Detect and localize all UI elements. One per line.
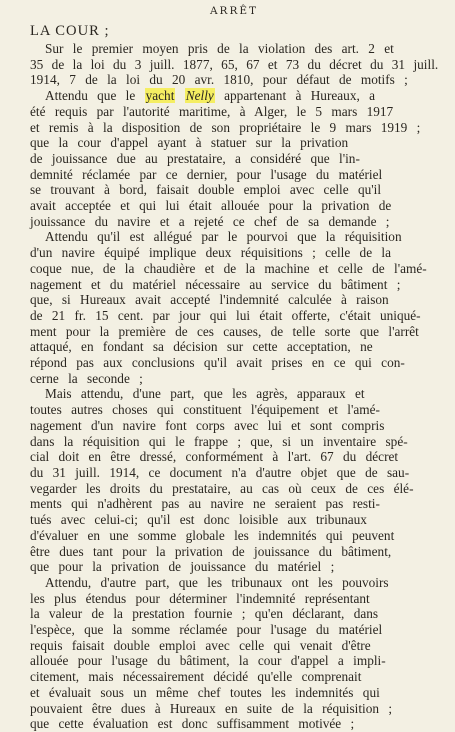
- text-line: 35 de la loi du 3 juill. 1877, 65, 67 et 73 du décret du 31 juill.: [30, 56, 439, 72]
- text-line: Attendu qu'il est allégué par le pourvoi que la réquisition: [45, 229, 402, 245]
- text-line: dans la réquisition qui le frappe ; que, si un inventaire spé-: [30, 433, 408, 449]
- text-line: pouvaient être dues à Hureaux en suite de la réquisition ;: [30, 700, 393, 716]
- text-line: Attendu, d'autre part, que les tribunaux ont les pouvoirs: [45, 574, 389, 590]
- text-line: que cette évaluation est donc suffisamment motivée ;: [30, 716, 355, 732]
- paragraph-4: [30, 386, 438, 574]
- text-line: ments qui n'adhèrent pas au navire ne seraient pas resti-: [30, 496, 380, 512]
- text-line: cial doit en être dressé, conformément à l'art. 67 du décret: [30, 449, 399, 465]
- text-line: allouée pour l'usage du bâtiment, la cour d'appel a impli-: [30, 653, 386, 669]
- text-line: nagement et du matériel nécessaire au service du bâtiment ;: [30, 276, 401, 292]
- text-fragment: Attendu que le: [45, 88, 145, 104]
- paragraph-2: [30, 88, 438, 229]
- text-line: [30, 88, 438, 104]
- court-heading: LA COUR ;: [30, 23, 110, 39]
- text-line: avait acceptée et qui lui était allouée pour la privation de: [30, 198, 392, 214]
- text-line: répond pas aux conclusions qu'il avait prises en ce qui con-: [30, 355, 405, 371]
- running-head: ARRÊT: [209, 5, 259, 17]
- text-line: et évaluait sous un même chef toutes les indemnités qui: [30, 684, 380, 700]
- text-line: que, si Hureaux avait accepté l'indemnité calculée à raison: [30, 292, 389, 308]
- text-line: Sur le premier moyen pris de la violation des art. 2 et: [45, 41, 394, 56]
- text-line: Mais attendu, d'une part, que les agrès, apparaux et: [45, 386, 365, 402]
- body-text: [30, 41, 438, 732]
- text-line: de 21 fr. 15 cent. par jour qui lui était offerte, c'était uniqué-: [30, 307, 421, 323]
- text-line: les plus étendus pour déterminer l'indemnité représentant: [30, 590, 370, 606]
- text-line: cerne la seconde ;: [30, 370, 143, 386]
- text-line: tués avec celui-ci; qu'il est donc loisible aux tribunaux: [30, 512, 367, 528]
- text-line: citement, mais nécessairement décidé qu'elle comprenait: [30, 669, 362, 685]
- text-line: jouissance du navire et a rejeté ce chef de sa demande ;: [30, 213, 390, 229]
- text-line: être dues tant pour la privation de jouissance du bâtiment,: [30, 543, 392, 559]
- text-line: de jouissance due au prestataire, a considéré que l'in-: [30, 150, 360, 166]
- text-line: vegarder les droits du prestataire, au cas où ceux de ces élé-: [30, 480, 414, 496]
- text-line: été requis par l'autorité maritime, à Alger, le 5 mars 1917: [30, 103, 394, 119]
- text-line: requis faisait double emploi avec celle qui venait d'être: [30, 637, 371, 653]
- highlight-yacht: yacht: [145, 88, 175, 104]
- text-line: l'espèce, que la somme réclamée pour l'usage du matériel: [30, 622, 383, 638]
- text-line: toutes autres choses qui constituent l'équipement et l'amé-: [30, 402, 380, 418]
- text-line: 1914, 7 de la loi du 20 avr. 1810, pour défaut de motifs ;: [30, 72, 408, 88]
- text-line: et remis à la disposition de son propriétaire le 9 mars 1919 ;: [30, 119, 421, 135]
- text-line: du 31 juill. 1914, ce document n'a d'autre objet que de sau-: [30, 464, 410, 480]
- text-line: d'évaluer en une somme globale les indemnités qui peuvent: [30, 527, 395, 543]
- paragraph-1: [30, 41, 438, 88]
- text-line: demnité réclamée par ce dernier, pour l'usage du matériel: [30, 166, 383, 182]
- text-line: que la cour d'appel ayant à statuer sur la privation: [30, 135, 349, 151]
- text-line: la valeur de la prestation fournie ; qu'en déclarant, dans: [30, 606, 379, 622]
- text-line: que pour la privation de jouissance du matériel ;: [30, 559, 335, 575]
- text-line: d'un navire équipé implique deux réquisitions ; celle de la: [30, 245, 392, 261]
- paragraph-5: [30, 575, 438, 732]
- text-line: coque nue, de la chaudière et de la machine et celle de l'amé-: [30, 260, 427, 276]
- text-line: ment pour la première de ces causes, de telle sorte que l'arrêt: [30, 323, 419, 339]
- highlight-vessel-name: Nelly: [185, 88, 214, 104]
- text-line: se trouvant à bord, faisait double emploi avec celle qu'il: [30, 182, 382, 198]
- text-line: nagement d'un navire font corps avec lui et sont compris: [30, 417, 385, 433]
- text-fragment: appartenant à Hureaux, a: [214, 88, 376, 104]
- paragraph-3: [30, 229, 438, 386]
- text-line: attaqué, en fondant sa décision sur cette acceptation, ne: [30, 339, 373, 355]
